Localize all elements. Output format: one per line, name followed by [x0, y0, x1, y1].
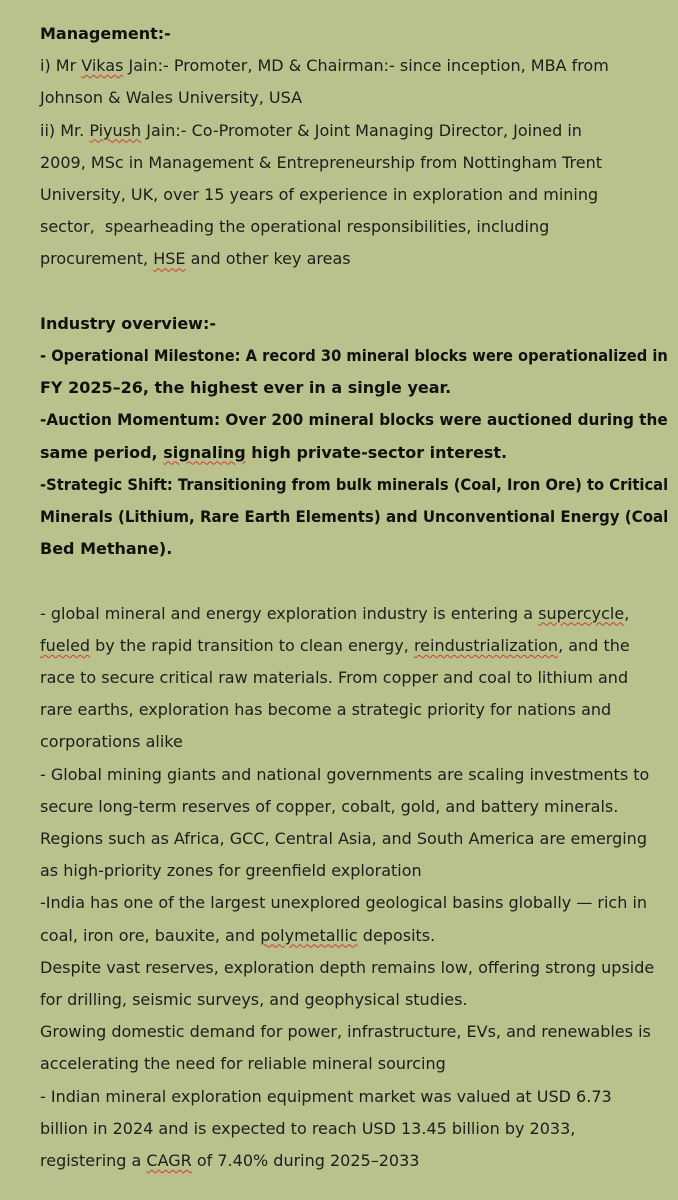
industry-line-1: - Operational Milestone: A record 30 mineral blocks were operationalized in — [40, 346, 668, 366]
body-line-15: accelerating the need for reliable mineral sourcing — [40, 1054, 446, 1074]
spellcheck-word[interactable]: fueled — [40, 635, 91, 655]
management-line-7: procurement, HSE and other key areas — [40, 249, 351, 269]
spellcheck-word[interactable]: Vikas — [81, 56, 124, 76]
spellcheck-word[interactable]: CAGR — [146, 1151, 192, 1171]
management-heading: Management:- — [40, 24, 171, 43]
body-line-18: registering a CAGR of 7.40% during 2025–2033 — [40, 1151, 420, 1171]
industry-heading: Industry overview:- — [40, 313, 216, 333]
spellcheck-word[interactable]: signaling — [163, 442, 246, 462]
industry-line-2: FY 2025–26, the highest ever in a single year. — [40, 378, 452, 398]
body-line-3: race to secure critical raw materials. From copper and coal to lithium and — [40, 668, 629, 688]
body-line-17: billion in 2024 and is expected to reach USD 13.45 billion by 2033, — [40, 1118, 576, 1138]
management-line-6: sector, spearheading the operational responsibilities, including — [40, 217, 550, 237]
body-line-14: Growing domestic demand for power, infrastructure, EVs, and renewables is — [40, 1022, 651, 1042]
body-line-2: fueled by the rapid transition to clean energy, reindustrialization, and the — [40, 635, 630, 655]
industry-line-4: same period, signaling high private-sector interest. — [40, 442, 508, 462]
spellcheck-word[interactable]: Piyush — [89, 120, 142, 140]
body-line-8: Regions such as Africa, GCC, Central Asia, and South America are emerging — [40, 829, 647, 849]
body-line-4: rare earths, exploration has become a strategic priority for nations and — [40, 700, 612, 720]
management-line-2: Johnson & Wales University, USA — [40, 88, 303, 108]
industry-line-3: -Auction Momentum: Over 200 mineral blocks were auctioned during the — [40, 410, 668, 430]
body-line-10: -India has one of the largest unexplored geological basins globally — rich in — [40, 893, 648, 913]
industry-line-5: -Strategic Shift: Transitioning from bulk minerals (Coal, Iron Ore) to Critical — [40, 474, 669, 494]
body-line-7: secure long-term reserves of copper, cobalt, gold, and battery minerals. — [40, 796, 619, 816]
body-line-6: - Global mining giants and national governments are scaling investments to — [40, 764, 650, 784]
body-line-13: for drilling, seismic surveys, and geophysical studies. — [40, 990, 468, 1010]
body-line-16: - Indian mineral exploration equipment market was valued at USD 6.73 — [40, 1086, 612, 1106]
body-line-9: as high-priority zones for greenfield exploration — [40, 861, 422, 881]
paragraph-spacer — [40, 276, 664, 308]
industry-line-6: Minerals (Lithium, Rare Earth Elements) and Unconventional Energy (Coal — [40, 507, 669, 527]
body-line-1: - global mineral and energy exploration industry is entering a supercycle, — [40, 603, 630, 623]
management-line-1: i) Mr Vikas Jain:- Promoter, MD & Chairman:- since inception, MBA from — [40, 56, 609, 76]
spellcheck-word[interactable]: HSE — [153, 249, 186, 269]
industry-line-7: Bed Methane). — [40, 539, 173, 559]
spellcheck-word[interactable]: supercycle — [538, 603, 625, 623]
body-line-5: corporations alike — [40, 732, 183, 752]
management-line-4: 2009, MSc in Management & Entrepreneurship from Nottingham Trent — [40, 152, 603, 172]
spellcheck-word[interactable]: reindustrialization — [413, 635, 559, 655]
management-line-3: ii) Mr. Piyush Jain:- Co-Promoter & Joint Managing Director, Joined in — [40, 120, 582, 140]
spellcheck-word[interactable]: polymetallic — [260, 925, 358, 945]
body-line-12: Despite vast reserves, exploration depth remains low, offering strong upside — [40, 957, 655, 977]
body-line-11: coal, iron ore, bauxite, and polymetallic deposits. — [40, 925, 436, 945]
paragraph-spacer — [40, 565, 664, 597]
management-line-5: University, UK, over 15 years of experience in exploration and mining — [40, 185, 599, 205]
